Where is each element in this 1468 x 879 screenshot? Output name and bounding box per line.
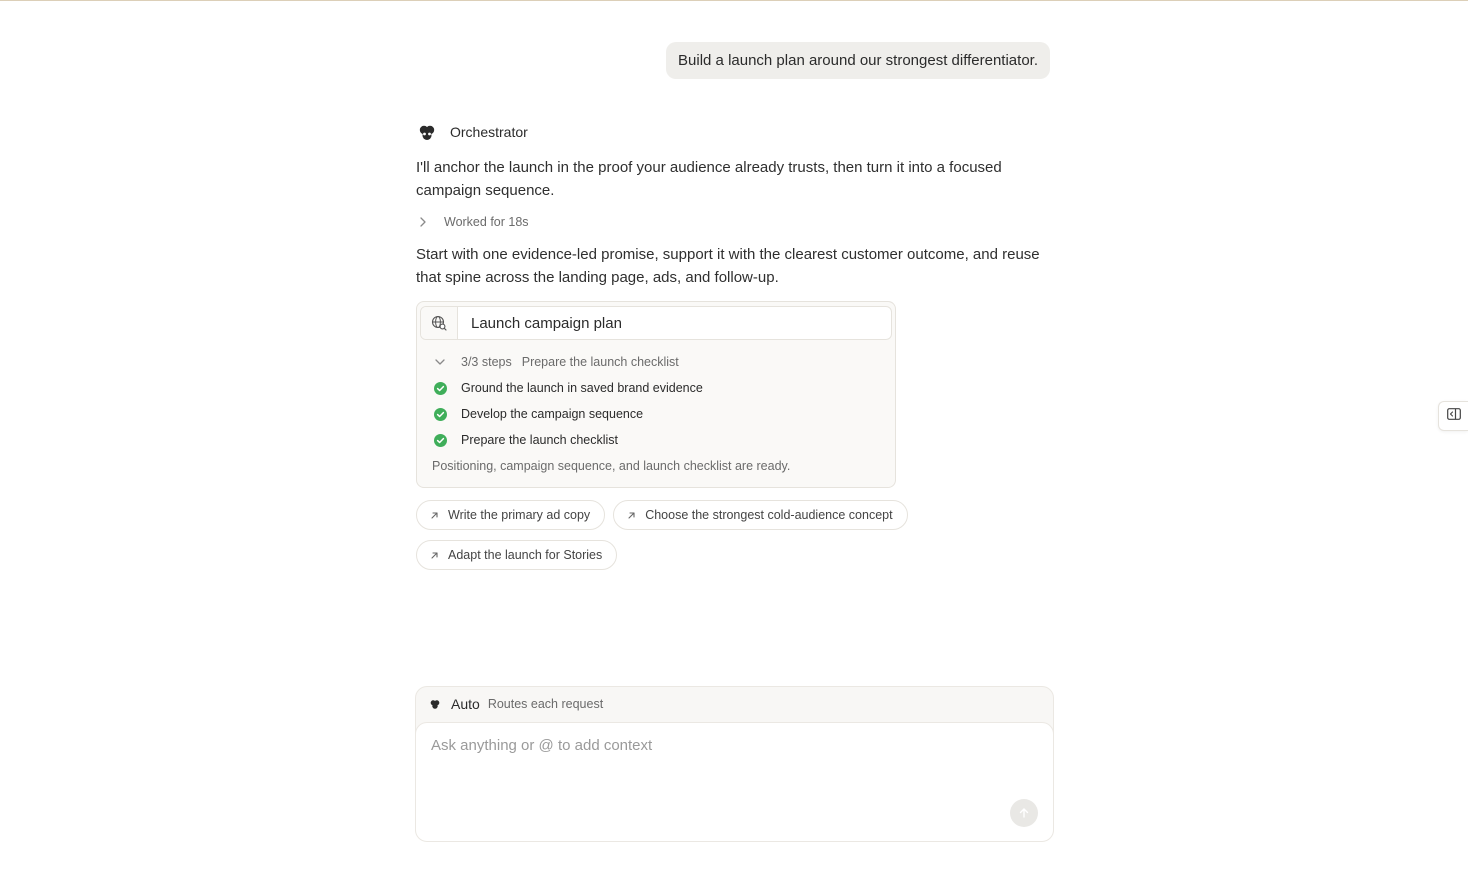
user-message-text: Build a launch plan around our strongest differentiator.	[678, 52, 1038, 69]
assistant-body: Start with one evidence-led promise, support it with the clearest customer outcome, and reuse that spine across the landing page, ads, and follow-up.	[416, 246, 1040, 286]
step-item	[434, 427, 892, 453]
composer-input-area	[415, 722, 1054, 842]
suggestion-chip[interactable]	[416, 500, 605, 530]
user-message-bubble	[666, 42, 1050, 79]
arrow-up-right-icon	[429, 511, 439, 520]
arrow-up-right-icon	[626, 511, 636, 520]
step-item	[434, 401, 892, 427]
suggestion-label: Adapt the launch for Stories	[448, 548, 603, 562]
orchestrator-avatar-icon	[416, 121, 438, 143]
plan-title: Launch campaign plan	[471, 314, 622, 332]
suggestion-chip[interactable]	[416, 540, 617, 570]
message-input[interactable]	[431, 737, 991, 754]
chevron-right-icon	[416, 217, 430, 227]
side-panel-toggle[interactable]	[1438, 401, 1468, 431]
suggestion-chips	[416, 500, 936, 570]
check-circle-icon	[434, 382, 447, 395]
model-mode: Auto	[451, 696, 480, 712]
model-mode-hint: Routes each request	[487, 697, 604, 711]
suggestion-label: Choose the strongest cold-audience concept	[645, 508, 893, 522]
chevron-down-icon	[433, 358, 447, 366]
model-selector[interactable]	[416, 687, 1053, 721]
suggestion-label: Write the primary ad copy	[448, 508, 591, 522]
step-label: Develop the campaign sequence	[461, 407, 644, 421]
agent-name: Orchestrator	[450, 124, 528, 140]
panel-toggle-icon	[1447, 407, 1461, 425]
step-item	[434, 375, 892, 401]
step-label: Ground the launch in saved brand evidence	[461, 381, 703, 395]
assistant-message	[416, 119, 1052, 570]
steps-list	[420, 375, 892, 453]
current-step: Prepare the launch checklist	[521, 355, 679, 369]
orchestrator-avatar-icon	[429, 698, 441, 710]
composer	[415, 686, 1054, 841]
suggestion-chip[interactable]	[613, 500, 907, 530]
check-circle-icon	[434, 434, 447, 447]
steps-toggle[interactable]	[433, 352, 892, 372]
agent-header	[416, 119, 1052, 145]
check-circle-icon	[434, 408, 447, 421]
plan-card-header[interactable]	[420, 306, 892, 340]
assistant-intro: I'll anchor the launch in the proof your audience already trusts, then turn it into a focused campaign sequence.	[416, 159, 1002, 199]
send-button[interactable]	[1010, 799, 1038, 827]
globe-search-icon	[421, 307, 458, 339]
worked-toggle[interactable]	[416, 212, 1052, 232]
plan-summary: Positioning, campaign sequence, and launch checklist are ready.	[432, 459, 791, 473]
worked-label: Worked for 18s	[444, 215, 529, 229]
arrow-up-right-icon	[429, 551, 439, 560]
steps-count: 3/3 steps	[461, 355, 512, 369]
step-label: Prepare the launch checklist	[461, 433, 619, 447]
plan-card	[416, 301, 896, 488]
